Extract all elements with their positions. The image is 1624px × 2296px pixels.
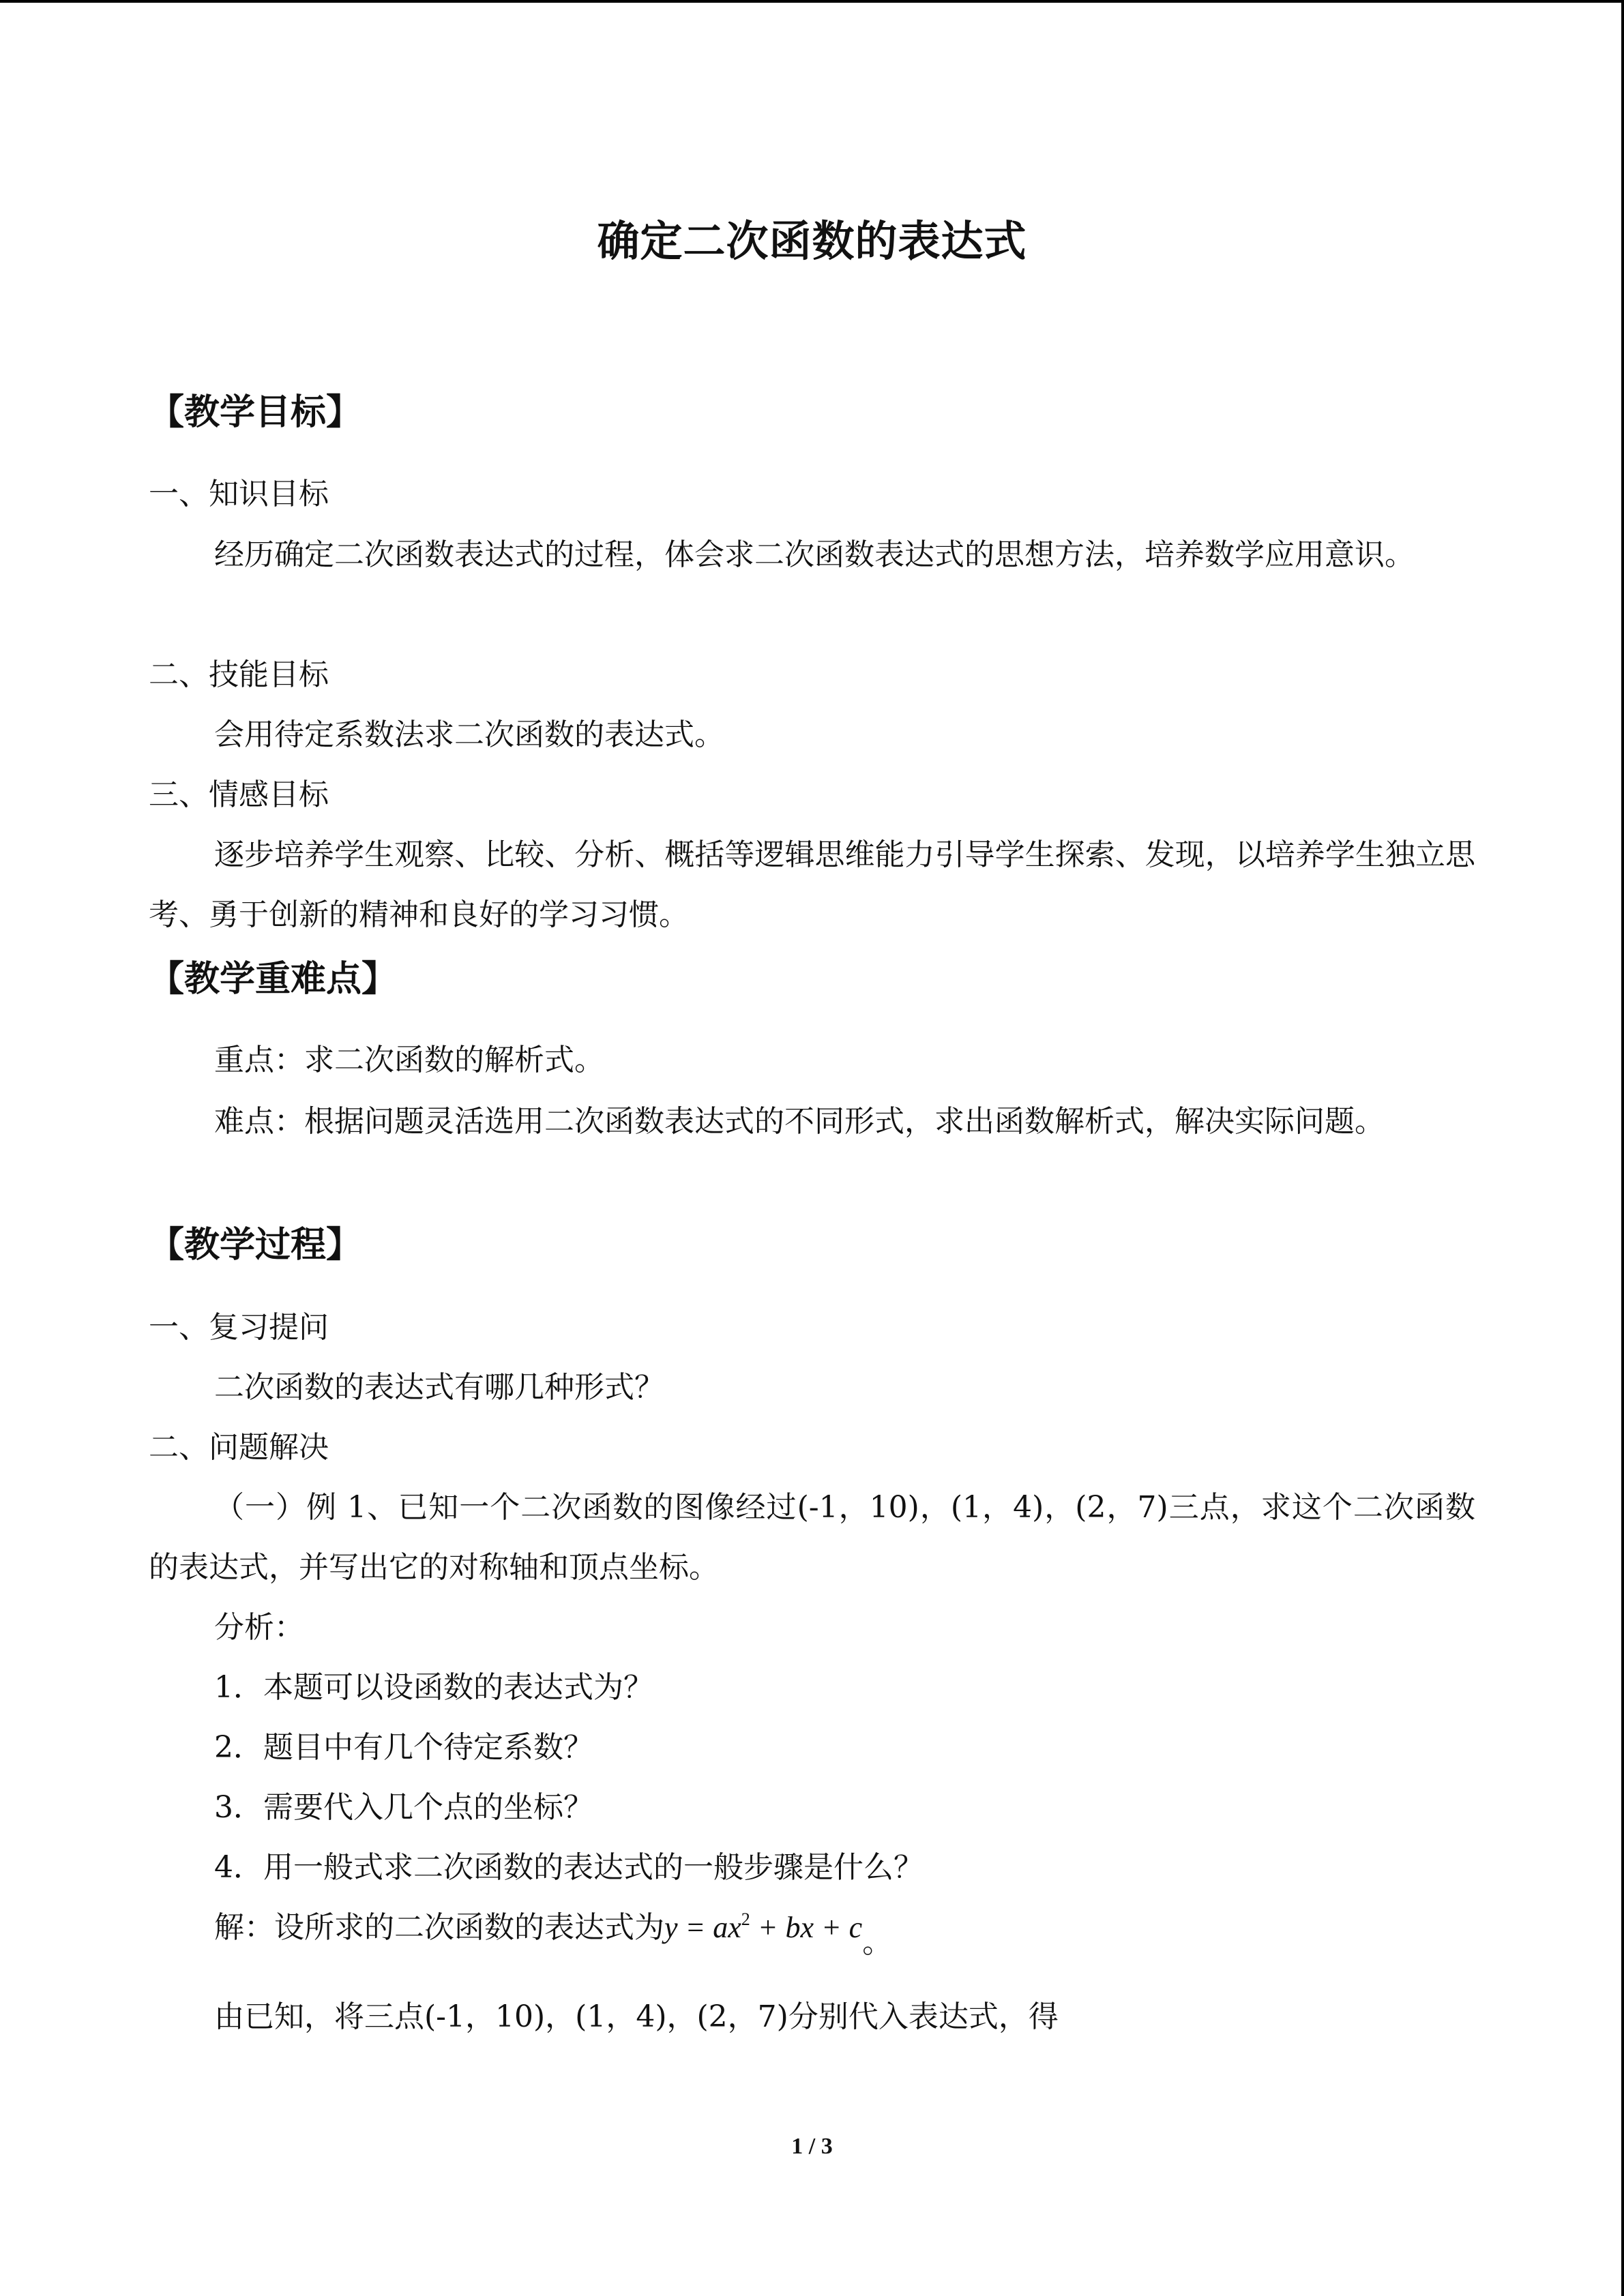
document-title: 确定二次函数的表达式 (597, 216, 1027, 266)
page-top-border (0, 0, 1624, 3)
solution-line (214, 1907, 893, 1960)
formula-ax: ax (713, 1911, 741, 1944)
knowledge-objective-text: 经历确定二次函数表达式的过程，体会求二次函数表达式的思想方法，培养数学应用意识。 (214, 537, 1415, 572)
example-1-text: （一）例 1、已知一个二次函数的图像经过(-1，10)，(1，4)，(2，7)三点，求这个二次函数的表达式，并写出它的对称轴和顶点坐标。 (149, 1490, 1475, 1585)
formula-exponent: 2 (741, 1909, 750, 1929)
review-question: 二次函数的表达式有哪几种形式？ (214, 1370, 664, 1405)
knowledge-objective-label: 一、知识目标 (149, 477, 329, 511)
review-label: 一、复习提问 (149, 1310, 329, 1345)
formula-rest: + bx + c (750, 1911, 863, 1944)
emotion-objective-label: 三、情感目标 (149, 777, 329, 812)
analysis-label: 分析： (214, 1610, 304, 1645)
substitute-text: 由已知，将三点(-1，10)，(1，4)，(2，7)分别代入表达式，得 (214, 1999, 1059, 2034)
analysis-item: 3．需要代入几个点的坐标？ (214, 1790, 593, 1825)
section-heading-objectives: 【教学目标】 (149, 392, 362, 433)
section-heading-key-points: 【教学重难点】 (149, 959, 398, 1000)
formula-equals: = (677, 1911, 713, 1944)
problem-solving-label: 二、问题解决 (149, 1430, 329, 1465)
difficulty-text: 难点：根据问题灵活选用二次函数表达式的不同形式，求出函数解析式，解决实际问题。 (214, 1104, 1385, 1139)
section-heading-process: 【教学过程】 (149, 1225, 362, 1266)
analysis-item: 1．本题可以设函数的表达式为？ (214, 1670, 653, 1705)
formula-lhs: y (664, 1911, 678, 1944)
quadratic-formula (664, 1911, 862, 1944)
analysis-item: 2．题目中有几个待定系数？ (214, 1730, 593, 1765)
key-point-text: 重点：求二次函数的解析式。 (214, 1043, 604, 1077)
solution-prefix: 解：设所求的二次函数的表达式为 (214, 1910, 664, 1945)
page-indicator: 1 / 3 (791, 2134, 833, 2159)
skill-objective-label: 二、技能目标 (149, 657, 329, 692)
solution-suffix: 。 (862, 1925, 893, 1960)
emotion-objective-text: 逐步培养学生观察、比较、分析、概括等逻辑思维能力引导学生探索、发现，以培养学生独立思考、勇于创新的精神和良好的学习习惯。 (149, 837, 1475, 932)
page-right-border (1621, 0, 1624, 2296)
analysis-item: 4．用一般式求二次函数的表达式的一般步骤是什么？ (214, 1850, 924, 1885)
skill-objective-text: 会用待定系数法求二次函数的表达式。 (214, 717, 724, 752)
